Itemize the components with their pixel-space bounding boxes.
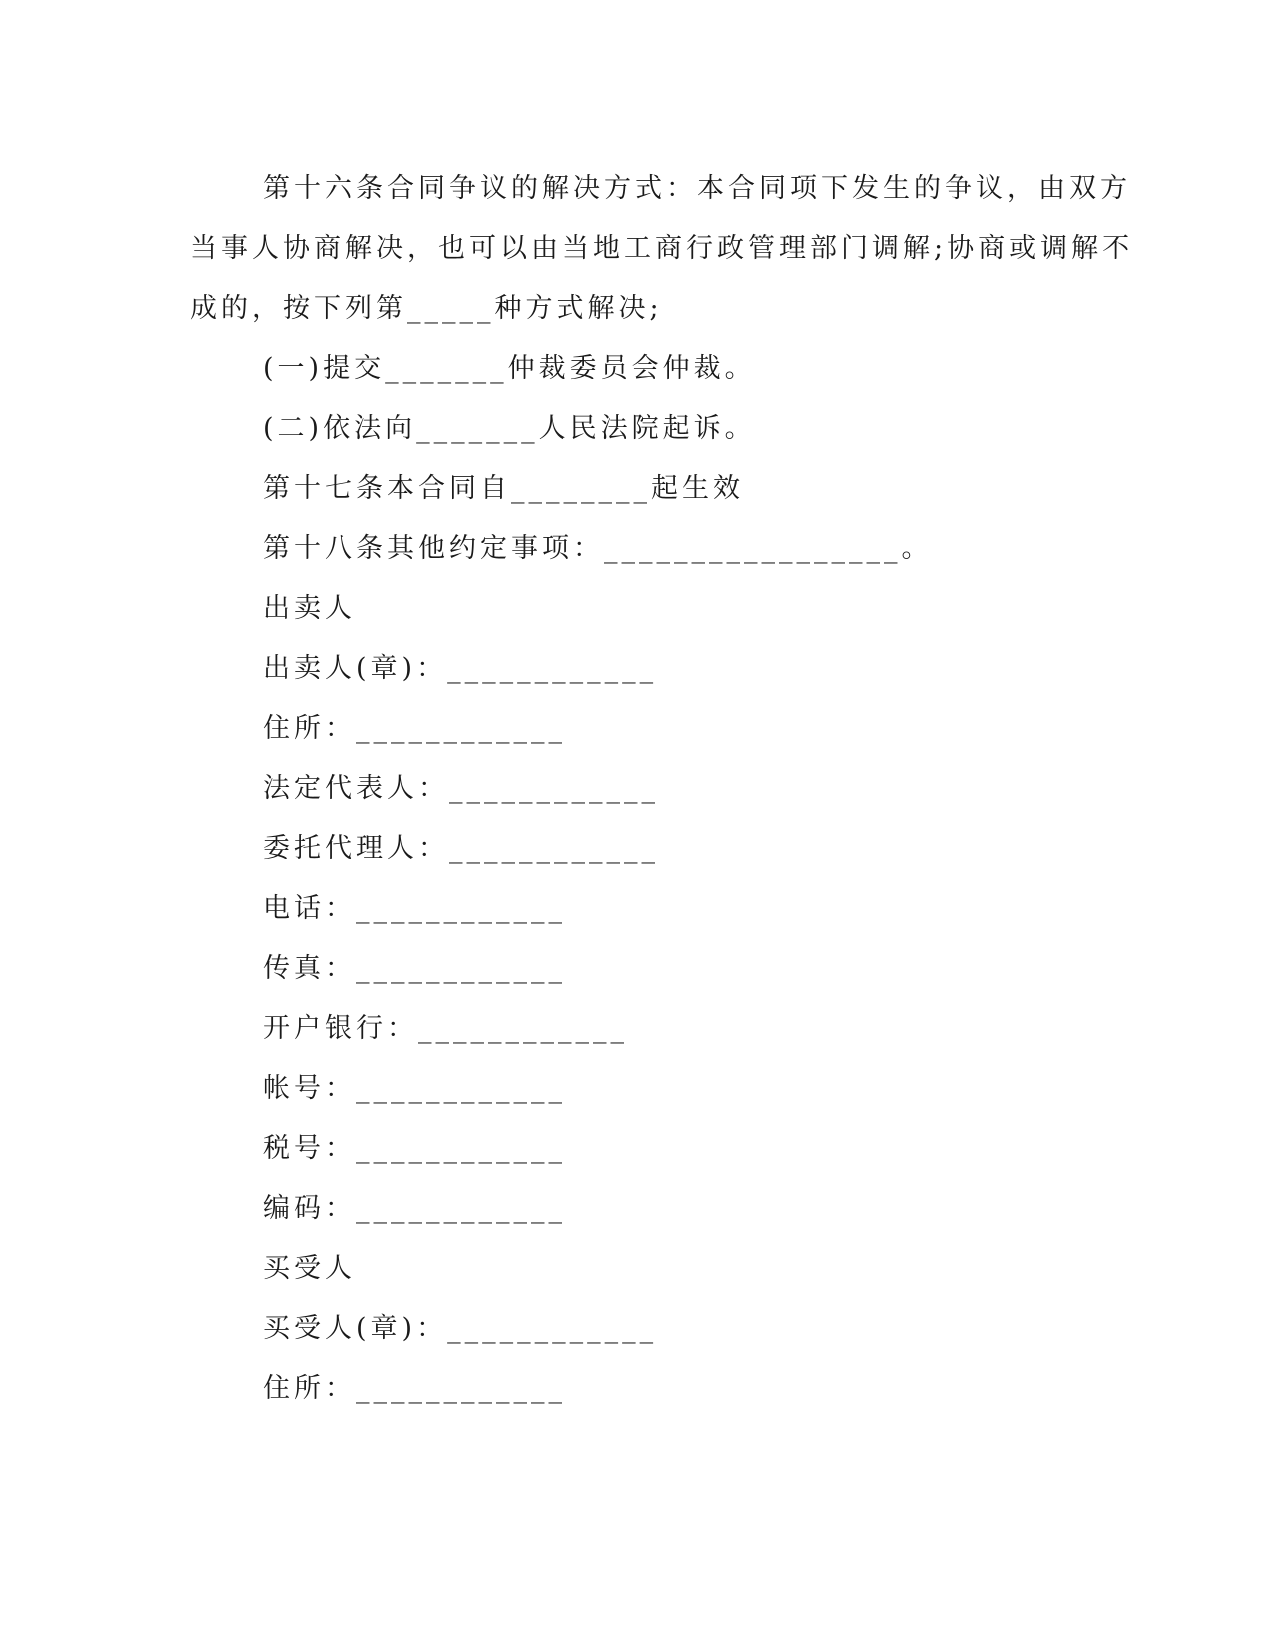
option-arbitration: (一)提交_______仲裁委员会仲裁。 xyxy=(263,353,756,384)
article16-line2: 当事人协商解决，也可以由当地工商行政管理部门调解;协商或调解不 xyxy=(190,233,1134,264)
option-court: (二)依法向_______人民法院起诉。 xyxy=(263,413,756,444)
seller-legal-rep-field: 法定代表人：____________ xyxy=(263,773,659,804)
buyer-address-field: 住所：____________ xyxy=(263,1373,566,1404)
seller-seal-field: 出卖人(章)：____________ xyxy=(263,653,658,684)
seller-heading: 出卖人 xyxy=(263,593,356,624)
seller-agent-field: 委托代理人：____________ xyxy=(263,833,659,864)
seller-account-field: 帐号：____________ xyxy=(263,1073,566,1104)
article18: 第十八条其他约定事项：_________________。 xyxy=(263,533,933,564)
seller-phone-field: 电话：____________ xyxy=(263,893,566,924)
seller-fax-field: 传真：____________ xyxy=(263,953,566,984)
buyer-seal-field: 买受人(章)：____________ xyxy=(263,1313,658,1344)
article16-line1: 第十六条合同争议的解决方式：本合同项下发生的争议，由双方 xyxy=(263,173,1131,204)
article17: 第十七条本合同自________起生效 xyxy=(263,473,744,504)
seller-tax-no-field: 税号：____________ xyxy=(263,1133,566,1164)
seller-address-field: 住所：____________ xyxy=(263,713,566,744)
article16-line3: 成的，按下列第_____种方式解决; xyxy=(190,293,663,324)
buyer-heading: 买受人 xyxy=(263,1253,356,1284)
seller-postcode-field: 编码：____________ xyxy=(263,1193,566,1224)
seller-bank-field: 开户银行：____________ xyxy=(263,1013,628,1044)
